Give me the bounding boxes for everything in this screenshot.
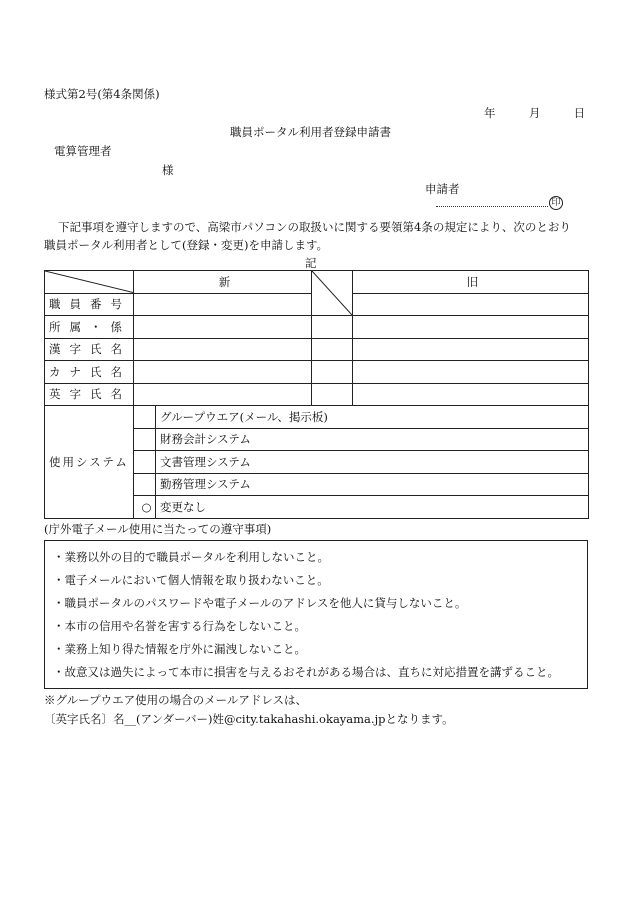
new-kana-name-field[interactable] — [134, 361, 312, 384]
date-month: 月 — [528, 106, 541, 120]
recipient: 電算管理者 — [54, 144, 112, 158]
row-label-employee-number: 職員番号 — [45, 293, 134, 316]
middle-cell — [312, 361, 353, 384]
document-title: 職員ポータル利用者登録申請書 — [230, 125, 391, 139]
middle-cell — [312, 338, 353, 361]
form-number: 様式第2号(第4条関係) — [44, 87, 160, 101]
new-employee-number-field[interactable] — [134, 293, 312, 316]
header-row — [45, 271, 589, 294]
system-option-groupware: グループウエア(メール、掲示板) — [156, 406, 589, 429]
body-line-1: 下記事項を遵守しますので、高梁市パソコンの取扱いに関する要領第4条の規定により、次のとおり — [58, 220, 571, 234]
new-header: 新 — [134, 271, 312, 294]
system-checkbox-accounting[interactable] — [134, 428, 156, 451]
system-checkbox-no-change[interactable]: ○ — [134, 496, 156, 519]
rule-item: ・電子メールにおいて個人情報を取り扱わないこと。 — [53, 573, 329, 587]
applicant-label: 申請者 — [425, 182, 460, 196]
seal-mark: 印 — [549, 196, 563, 210]
system-option-no-change: 変更なし — [156, 496, 589, 519]
system-checkbox-groupware[interactable] — [134, 406, 156, 429]
middle-diagonal-cell — [312, 271, 353, 316]
new-english-name-field[interactable] — [134, 383, 312, 406]
system-row — [45, 406, 589, 429]
old-english-name-field[interactable] — [353, 383, 589, 406]
row-label-kana-name: カナ氏名 — [45, 361, 134, 384]
table-row — [45, 361, 589, 384]
old-department-field[interactable] — [353, 316, 589, 339]
honorific: 様 — [162, 163, 174, 177]
date-year: 年 — [484, 106, 496, 120]
date-line — [484, 105, 585, 121]
note-line-1: ※グループウエア使用の場合のメールアドレスは、 — [44, 693, 308, 707]
row-label-department: 所属・係 — [45, 316, 134, 339]
system-checkbox-attendance[interactable] — [134, 473, 156, 496]
rule-item: ・業務以外の目的で職員ポータルを利用しないこと。 — [53, 550, 329, 564]
system-checkbox-documents[interactable] — [134, 451, 156, 474]
ki-label: 記 — [305, 256, 317, 270]
rules-box — [44, 540, 588, 689]
rules-title: (庁外電子メール使用に当たっての遵守事項) — [44, 522, 272, 536]
rule-item: ・本市の信用や名誉を害する行為をしないこと。 — [53, 619, 306, 633]
registration-table — [44, 270, 589, 519]
old-header: 旧 — [353, 271, 589, 294]
body-line-2: 職員ポータル利用者として(登録・変更)を申請します。 — [44, 238, 329, 252]
row-label-kanji-name: 漢字氏名 — [45, 338, 134, 361]
new-kanji-name-field[interactable] — [134, 338, 312, 361]
note-line-2: 〔英字氏名〕名__(アンダーバー)姓@city.takahashi.okayama.jpとなります。 — [44, 712, 454, 726]
row-label-english-name: 英字氏名 — [45, 383, 134, 406]
middle-cell — [312, 383, 353, 406]
system-option-accounting: 財務会計システム — [156, 428, 589, 451]
old-kana-name-field[interactable] — [353, 361, 589, 384]
rule-item: ・業務上知り得た情報を庁外に漏洩しないこと。 — [53, 642, 306, 656]
system-option-attendance: 勤務管理システム — [156, 473, 589, 496]
date-day: 日 — [573, 106, 586, 120]
system-label: 使用システム — [45, 406, 134, 519]
old-kanji-name-field[interactable] — [353, 338, 589, 361]
table-row — [45, 316, 589, 339]
header-corner-diagonal — [45, 271, 134, 294]
rule-item: ・故意又は過失によって本市に損害を与えるおそれがある場合は、直ちに対応措置を講ずること。 — [53, 665, 559, 679]
system-option-documents: 文書管理システム — [156, 451, 589, 474]
old-employee-number-field[interactable] — [353, 293, 589, 316]
applicant-signature-line[interactable] — [436, 200, 548, 207]
middle-cell — [312, 316, 353, 339]
table-row — [45, 338, 589, 361]
rule-item: ・職員ポータルのパスワードや電子メールのアドレスを他人に貸与しないこと。 — [53, 596, 467, 610]
table-row — [45, 383, 589, 406]
new-department-field[interactable] — [134, 316, 312, 339]
